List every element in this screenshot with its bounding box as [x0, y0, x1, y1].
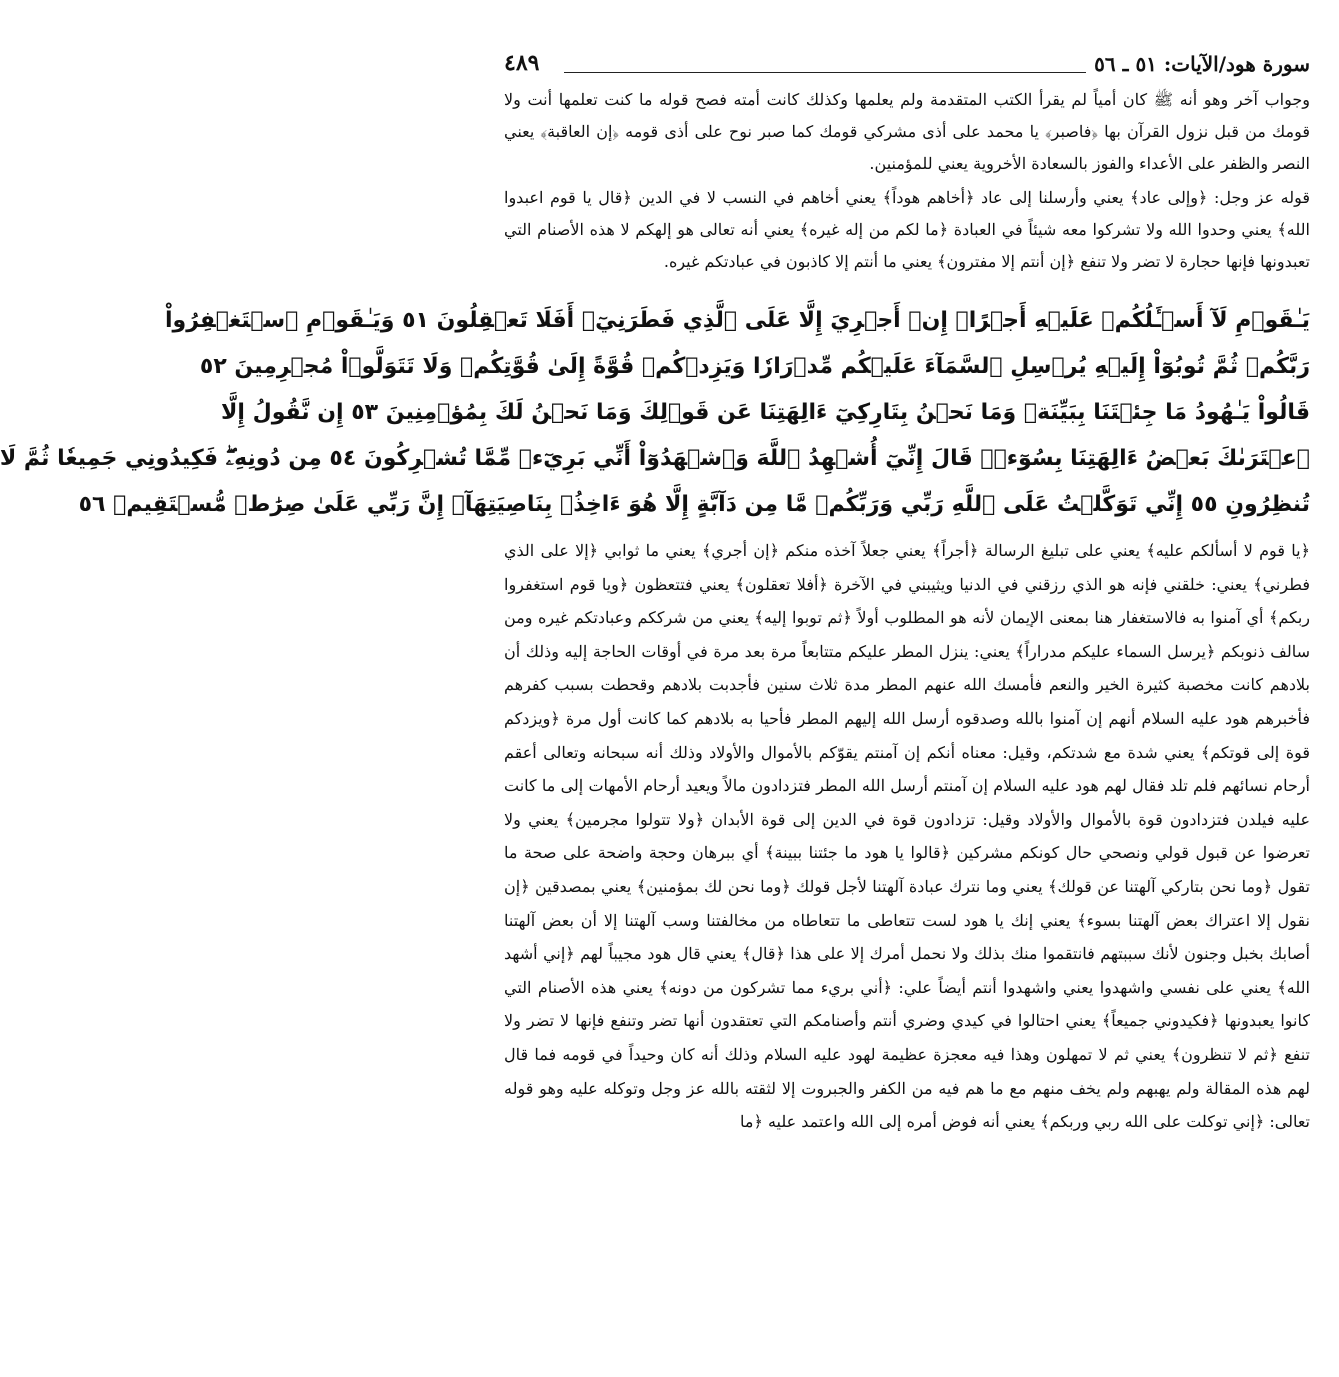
intro-paragraph: وجواب آخر وهو أنه ﷺ كان أمياً لم يقرأ الكتب المتقدمة ولم يعلمها وكذلك كانت أمته فصح قوله ما كنت تعلمها أنت ولا قومك من قبل نزول القرآن بها ﴿فاصبر﴾ يا محمد على أذى مشركي قومك كما صبر نوح على أذى قومه ﴿إن العاقبة﴾ يعني النصر والظفر على الأعداء والفوز بالسعادة الأخروية يعني للمؤمنين.	[504, 90, 1310, 173]
intro-paragraph: قوله عز وجل: ﴿وإلى عاد﴾ يعني وأرسلنا إلى عاد ﴿أخاهم هوداً﴾ يعني أخاهم في النسب لا في الدين ﴿قال يا قوم اعبدوا الله﴾ يعني وحدوا الله ولا تشركوا معه شيئاً في العبادة ﴿ما لكم من إله غيره﴾ يعني أنه تعالى هو إلهكم لا هذه الأصنام التي تعبدونها فإنها حجارة لا تضر ولا تنفع ﴿إن أنتم إلا مفترون﴾ يعني ما أنتم إلا كاذبون في عبادتكم غيره.	[504, 188, 1310, 271]
quran-line: قَالُواْ يَـٰهُودُ مَا جِئۡتَنَا بِبَيِّنَةٖ وَمَا نَحۡنُ بِتَارِكِيٓ ءَالِهَتِنَا عَن قَوۡلِكَ وَمَا نَحۡنُ لَكَ بِمُؤۡمِنِينَ ٥٣ إِن نَّقُولُ إِلَّا	[221, 400, 1310, 425]
surah-title: سورة هود/الآيات: ٥١ ـ ٥٦	[1094, 52, 1310, 76]
quran-line: تُنظِرُونِ ٥٥ إِنِّي تَوَكَّلۡتُ عَلَى ٱللَّهِ رَبِّي وَرَبِّكُمۚ مَّا مِن دَآبَّةٍ إِلَّا هُوَ ءَاخِذُۢ بِنَاصِيَتِهَآۚ إِنَّ رَبِّي عَلَىٰ صِرَٰطٖ مُّسۡتَقِيمٖ ٥٦	[78, 492, 1310, 517]
quran-verses	[0, 296, 1310, 528]
tafsir-commentary	[504, 534, 1310, 1139]
page-number: ٤٨٩	[504, 50, 540, 76]
quran-line: ٱعۡتَرَىٰكَ بَعۡضُ ءَالِهَتِنَا بِسُوٓءٖۗ قَالَ إِنِّيٓ أُشۡهِدُ ٱللَّهَ وَٱشۡهَدُوٓاْ أَنِّي بَرِيٓءٞ مِّمَّا تُشۡرِكُونَ ٥٤ مِن دُونِهِۦۖ فَكِيدُونِي جَمِيعٗا ثُمَّ لَا	[0, 446, 1310, 471]
header-rule	[564, 72, 1086, 73]
quran-line: يَـٰقَوۡمِ لَآ أَسۡـَٔلُكُمۡ عَلَيۡهِ أَجۡرًاۖ إِنۡ أَجۡرِيَ إِلَّا عَلَى ٱلَّذِي فَطَرَنِيٓۚ أَفَلَا تَعۡقِلُونَ ٥١ وَيَـٰقَوۡمِ ٱسۡتَغۡفِرُواْ	[165, 308, 1310, 333]
quran-line: رَبَّكُمۡ ثُمَّ تُوبُوٓاْ إِلَيۡهِ يُرۡسِلِ ٱلسَّمَآءَ عَلَيۡكُم مِّدۡرَارٗا وَيَزِدۡكُمۡ قُوَّةً إِلَىٰ قُوَّتِكُمۡ وَلَا تَتَوَلَّوۡاْ مُجۡرِمِينَ ٥٢	[199, 354, 1310, 379]
book-page	[0, 48, 1311, 1348]
commentary-paragraph: ﴿يا قوم لا أسألكم عليه﴾ يعني على تبليغ الرسالة ﴿أجراً﴾ يعني جعلاً آخذه منكم ﴿إن أجري﴾ يعني ما ثوابي ﴿إلا على الذي فطرني﴾ يعني: خلقني فإنه هو الذي رزقني في الدنيا ويثيبني في الآخرة ﴿أفلا تعقلون﴾ يعني فتتعظون ﴿ويا قوم استغفروا ربكم﴾ أي آمنوا به فالاستغفار هنا بمعنى الإيمان لأنه هو المطلوب أولاً ﴿ثم توبوا إليه﴾ يعني من شرككم وعبادتكم غيره ومن سالف ذنوبكم ﴿يرسل السماء عليكم مدراراً﴾ يعني: ينزل المطر عليكم متتابعاً مرة بعد مرة في أوقات الحاجة إليه وذلك أن بلادهم كانت مخصبة كثيرة الخير والنعم فأمسك الله عنهم المطر مدة ثلاث سنين فأجدبت بلادهم وقحطت بسبب كفرهم فأخبرهم هود عليه السلام أنهم إن آمنوا بالله وصدقوه أرسل الله إليهم المطر فأحيا به بلادهم كما كانت أول مرة ﴿ويزدكم قوة إلى قوتكم﴾ يعني شدة مع شدتكم، وقيل: معناه أنكم إن آمنتم يقوّكم بالأموال والأولاد وذلك أنه سبحانه وتعالى أعقم أرحام نسائهم فلم تلد فقال لهم هود عليه السلام إن آمنتم أرسل الله المطر فتزدادون مالاً ويعيد أرحام الأمهات إلى ما كانت عليه فيلدن فتزدادون قوة بالأموال والأولاد وقيل: تزدادون قوة في الدين إلى قوة الأبدان ﴿ولا تتولوا مجرمين﴾ يعني ولا تعرضوا عن قبول قولي ونصحي حال كونكم مشركين ﴿قالوا يا هود ما جئتنا ببينة﴾ أي ببرهان وحجة واضحة على صحة ما تقول ﴿وما نحن بتاركي آلهتنا عن قولك﴾ يعني وما نترك عبادة آلهتنا لأجل قولك ﴿وما نحن لك بمؤمنين﴾ يعني بمصدقين ﴿إن نقول إلا اعتراك بعض آلهتنا بسوء﴾ يعني إنك يا هود لست تتعاطى ما تتعاطاه من مخالفتنا وسب آلهتنا إلا أن بعض آلهتنا أصابك بخبل وجنون لأنك سببتهم فانتقموا منك بذلك ولا نحمل أمرك إلا على هذا ﴿قال﴾ يعني قال هود مجيباً لهم ﴿إني أشهد الله﴾ يعني على نفسي واشهدوا يعني واشهدوا أنتم أيضاً علي: ﴿أني بريء مما تشركون من دونه﴾ يعني هذه الأصنام التي كانوا يعبدونها ﴿فكيدوني جميعاً﴾ يعني احتالوا في كيدي وضري أنتم وأصنامكم التي تعتقدون أنها تضر وتنفع فإنها لا تضر ولا تنفع ﴿ثم لا تنظرون﴾ يعني ثم لا تمهلون وهذا فيه معجزة عظيمة لهود عليه السلام وذلك أنه كان وحيداً في قومه فما قال لهم هذه المقالة ولم يهبهم ولم يخف منهم مع ما هم فيه من الكفر والجبروت إلا لثقته بالله عز وجل وتوكله عليه وهو قوله تعالى: ﴿إني توكلت على الله ربي وربكم﴾ يعني أنه فوض أمره إلى الله واعتمد عليه ﴿ما	[504, 541, 1311, 1132]
running-header	[504, 48, 1310, 84]
